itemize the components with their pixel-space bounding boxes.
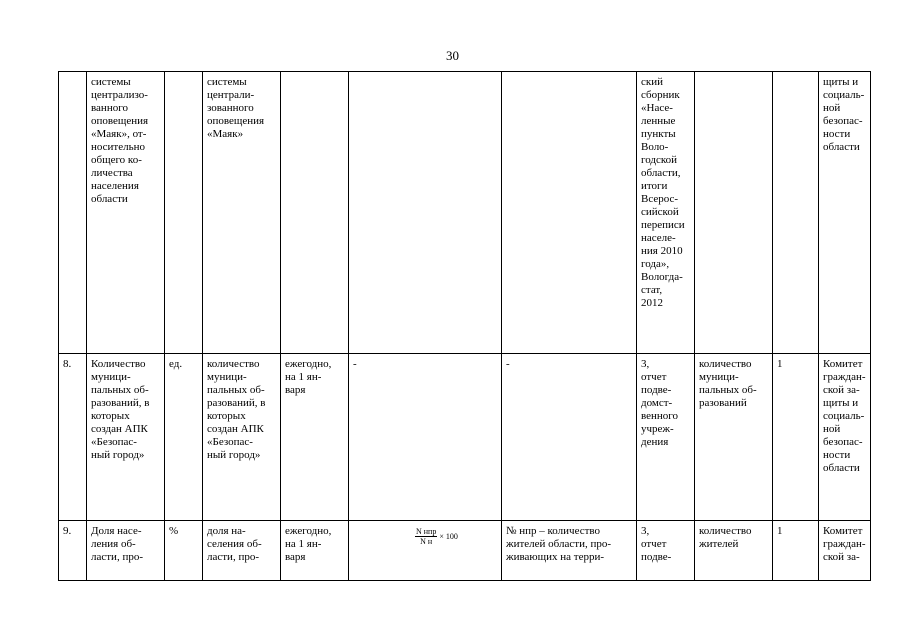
table-cell-data-source: ский сборник «Насе- ленные пункты Воло- годской области, итоги Всерос- сийской переписи населе- ния 2010 года», Вологда- стат, 2012 bbox=[637, 72, 695, 354]
table-row bbox=[59, 521, 871, 581]
table-cell-periodicity bbox=[281, 72, 349, 354]
table-cell-unit: ед. bbox=[165, 354, 203, 521]
table-cell-formula bbox=[349, 521, 502, 581]
table-cell-definition: доля на- селения об- ласти, про- bbox=[203, 521, 281, 581]
table-cell-formula-legend: № нпр – количество жителей области, про- живающих на терри- bbox=[502, 521, 637, 581]
indicator-table bbox=[58, 71, 871, 581]
table-cell-responsible: Комитет граждан- ской за- щиты и социаль- ной безопас- ности области bbox=[819, 354, 871, 521]
table-cell-indicator-name: Количество муници- пальных об- разований, в которых создан АПК «Безопас- ный город» bbox=[87, 354, 165, 521]
table-cell-coverage: 1 bbox=[773, 521, 819, 581]
table-cell-definition: системы централи- зованного оповещения «Маяк» bbox=[203, 72, 281, 354]
table-cell-formula: - bbox=[349, 354, 502, 521]
table-cell-periodicity: ежегодно, на 1 ян- варя bbox=[281, 354, 349, 521]
table-cell-data-source: 3, отчет подве- bbox=[637, 521, 695, 581]
table-cell-observation-unit: количество жителей bbox=[695, 521, 773, 581]
table-cell-observation-unit bbox=[695, 72, 773, 354]
fraction-stack bbox=[415, 527, 437, 546]
table-cell-unit: % bbox=[165, 521, 203, 581]
table-cell-number: 9. bbox=[59, 521, 87, 581]
table-cell-definition: количество муници- пальных об- разований, в которых создан АПК «Безопас- ный город» bbox=[203, 354, 281, 521]
table-cell-coverage: 1 bbox=[773, 354, 819, 521]
table-cell-indicator-name: Доля насе- ления об- ласти, про- bbox=[87, 521, 165, 581]
table-cell-coverage bbox=[773, 72, 819, 354]
table-cell-formula-legend bbox=[502, 72, 637, 354]
table-cell-indicator-name: системы централизо- ванного оповещения «Маяк», от- носительно общего ко- личества населения области bbox=[87, 72, 165, 354]
table-cell-periodicity: ежегодно, на 1 ян- варя bbox=[281, 521, 349, 581]
table-cell-data-source: 3, отчет подве- домст- венного учреж- дения bbox=[637, 354, 695, 521]
page-number: 30 bbox=[446, 48, 459, 63]
table-row bbox=[59, 72, 871, 354]
formula-multiplier: × 100 bbox=[439, 532, 458, 541]
table-cell-number bbox=[59, 72, 87, 354]
table-cell-formula-legend: - bbox=[502, 354, 637, 521]
table-cell-responsible: Комитет граждан- ской за- bbox=[819, 521, 871, 581]
formula-fraction bbox=[415, 527, 458, 546]
table-cell-formula bbox=[349, 72, 502, 354]
formula-denominator: N н bbox=[420, 537, 433, 546]
table-cell-unit bbox=[165, 72, 203, 354]
table-cell-responsible: щиты и социаль- ной безопас- ности области bbox=[819, 72, 871, 354]
table-cell-number: 8. bbox=[59, 354, 87, 521]
formula-numerator: N нпр bbox=[416, 527, 437, 536]
table-cell-observation-unit: количество муници- пальных об- разований bbox=[695, 354, 773, 521]
table-row bbox=[59, 354, 871, 521]
